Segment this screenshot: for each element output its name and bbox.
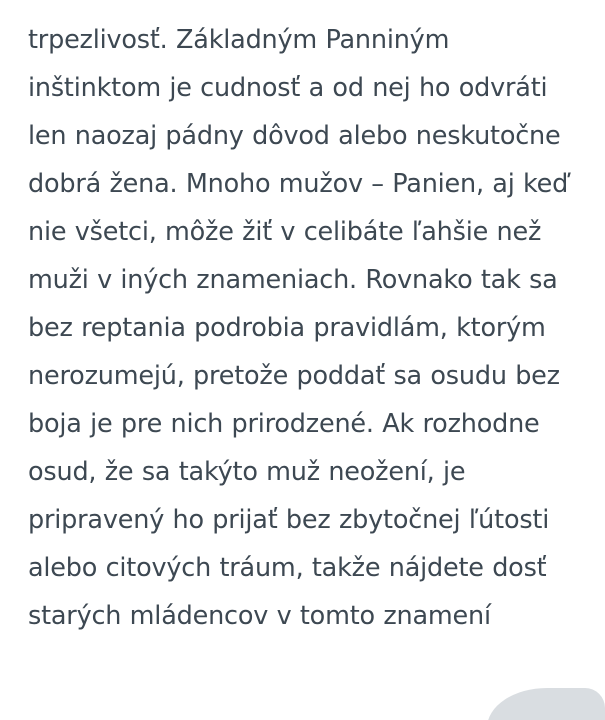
decorative-corner-shape [487,688,605,720]
article-body-text: trpezlivosť. Základným Panniným inštinktom je cudnosť a od nej ho odvráti len naozaj pádny dôvod alebo neskutočne dobrá žena. Mnoho mužov – Panien, aj keď nie všetci, môže žiť v celibáte ľahšie než muži v iných znameniach. Rovnako tak sa bez reptania podrobia pravidlám, ktorým nerozumejú, pretože poddať sa osudu bez boja je pre nich prirodzené. Ak rozhodne osud, že sa takýto muž neožení, je pripravený ho prijať bez zbytočnej ľútosti alebo citových tráum, takže nájdete dosť starých mládencov v tomto znamení [28,25,577,631]
